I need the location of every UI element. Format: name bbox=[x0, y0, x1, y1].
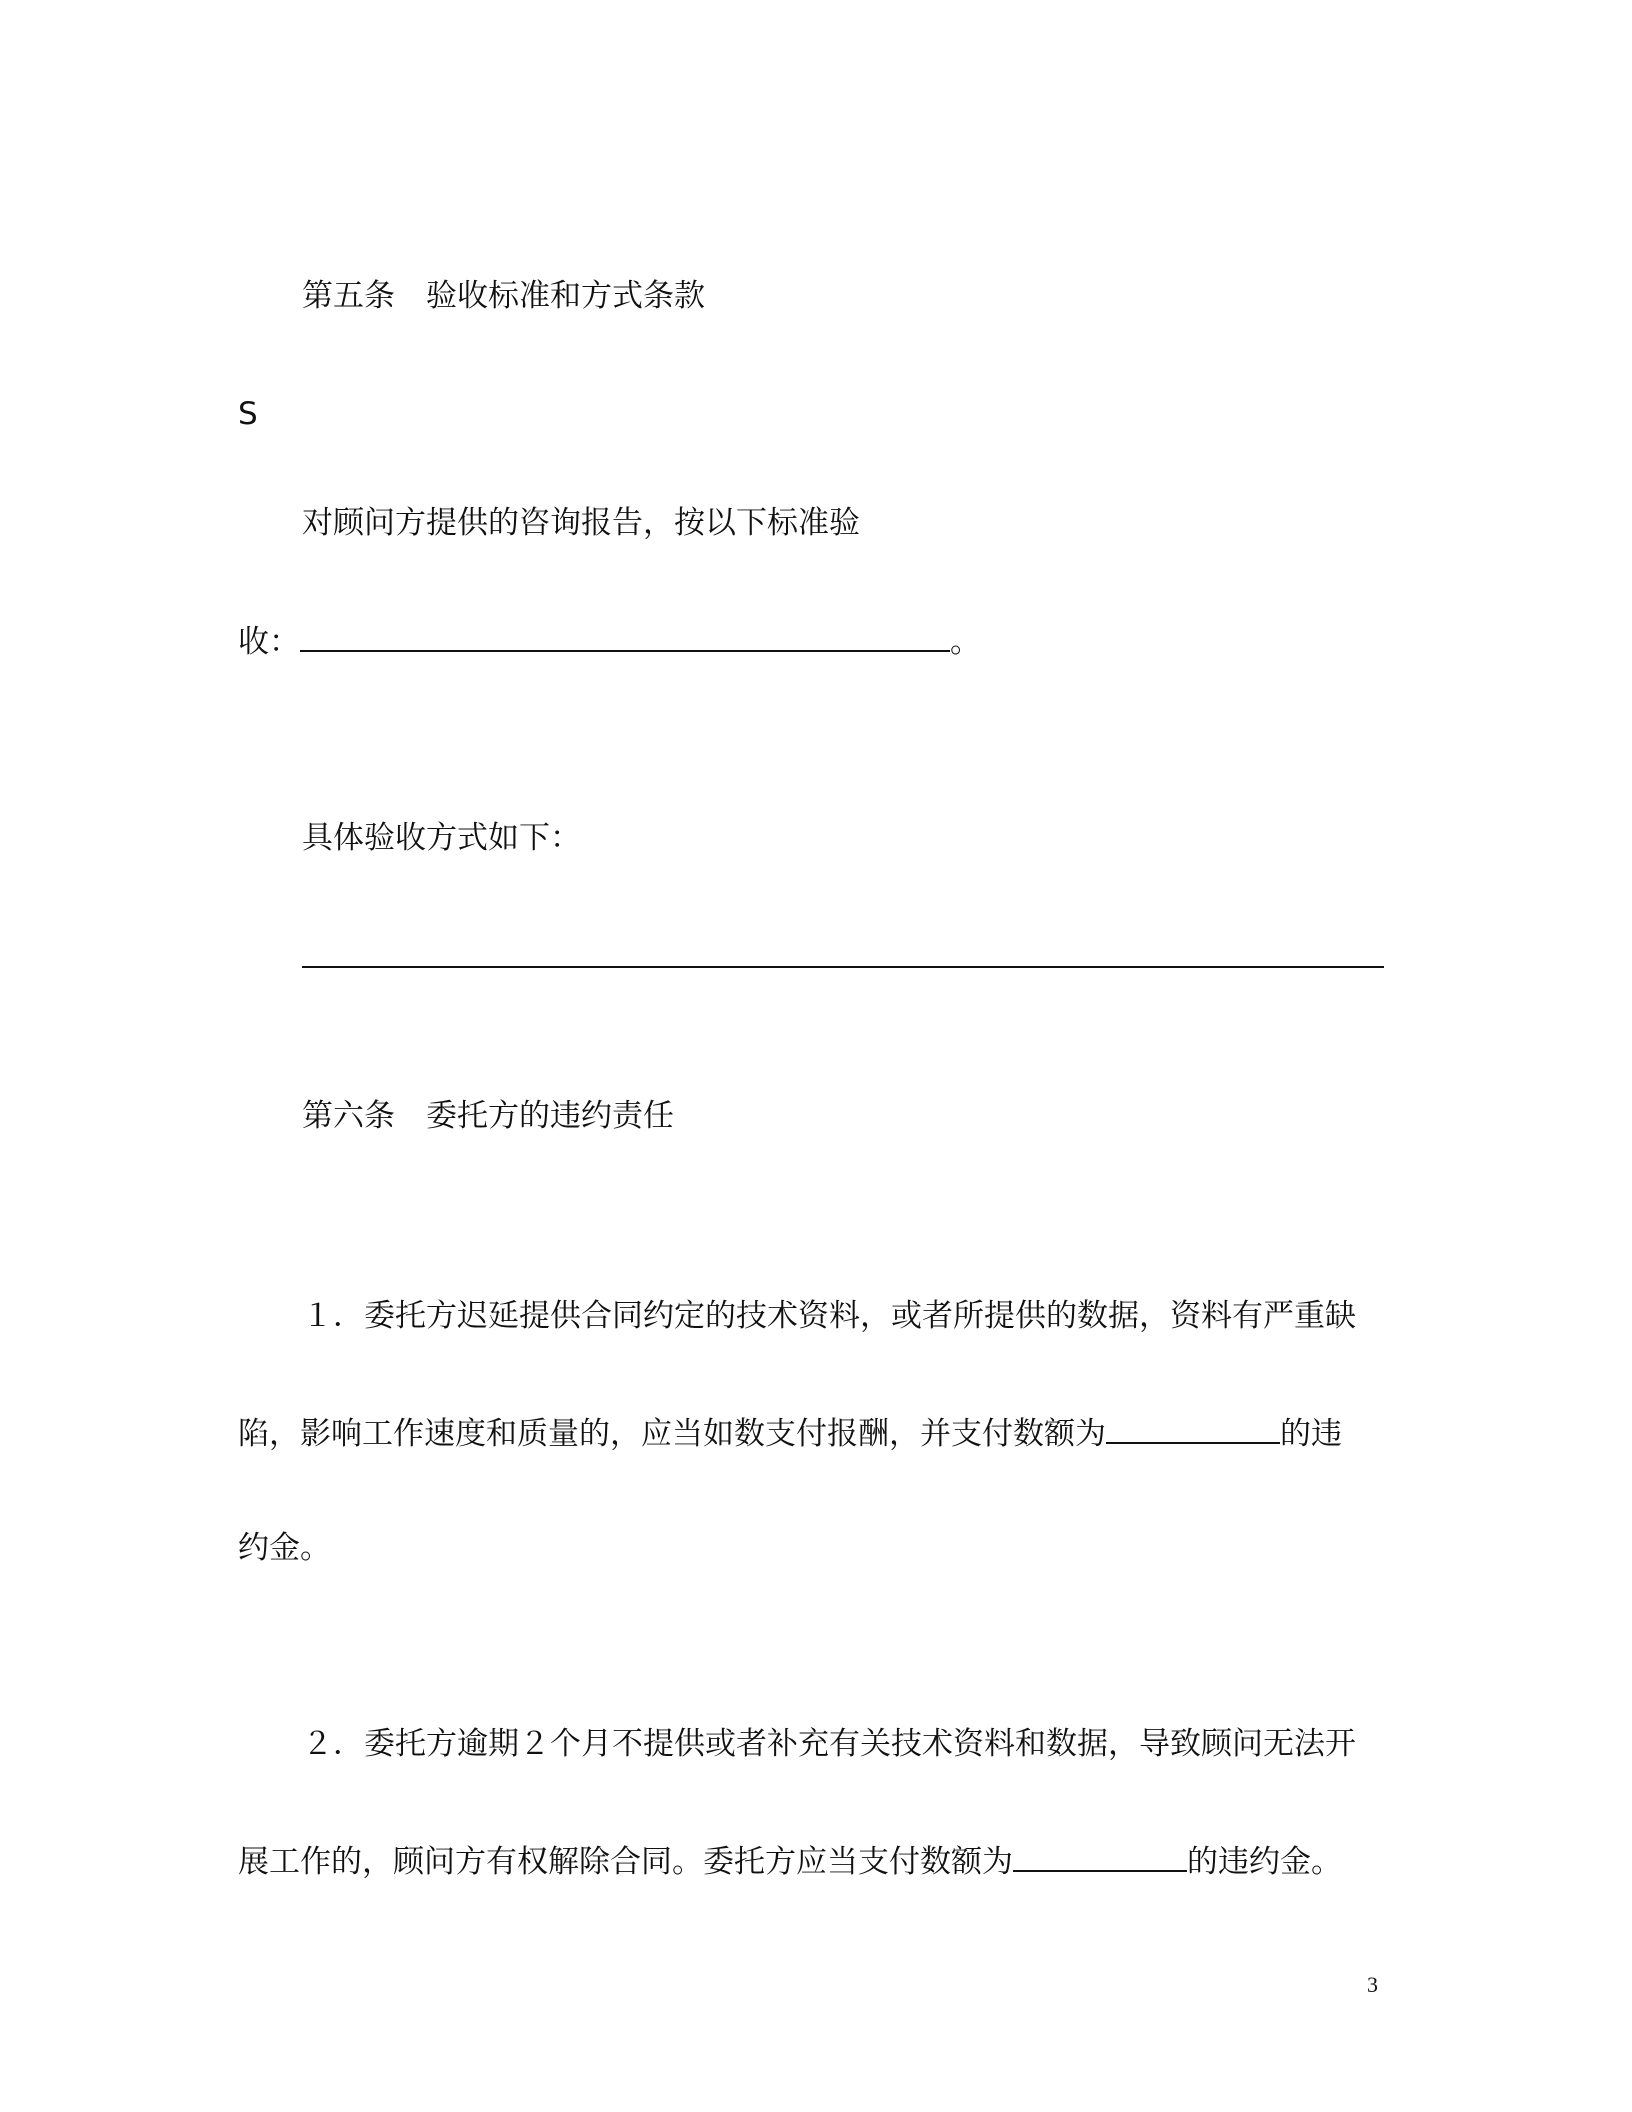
item1-line1: １．委托方迟延提供合同约定的技术资料，或者所提供的数据，资料有严重缺 bbox=[302, 1298, 1356, 1334]
item1-penalty-blank[interactable] bbox=[1106, 1412, 1280, 1444]
acceptance-standard-blank[interactable] bbox=[300, 620, 950, 652]
item1-line2-suffix: 的违 bbox=[1280, 1416, 1342, 1452]
page-number: 3 bbox=[1367, 1972, 1378, 1997]
acceptance-standard-line bbox=[238, 620, 981, 662]
article6-heading: 第六条 委托方的违约责任 bbox=[302, 1098, 674, 1134]
item2-line2-prefix: 展工作的，顾问方有权解除合同。委托方应当支付数额为 bbox=[238, 1844, 1013, 1880]
acceptance-method-blank[interactable] bbox=[302, 966, 1384, 968]
item2-line1: ２．委托方逾期２个月不提供或者补充有关技术资料和数据，导致顾问无法开 bbox=[302, 1726, 1356, 1762]
method-label: 具体验收方式如下： bbox=[302, 820, 581, 856]
acceptance-prefix: 收： bbox=[238, 624, 300, 660]
article5-intro: 对顾问方提供的咨询报告，按以下标准验 bbox=[302, 505, 860, 541]
item1-line2 bbox=[238, 1412, 1342, 1454]
item1-line3: 约金。 bbox=[238, 1530, 331, 1566]
item2-line2-suffix: 的违约金。 bbox=[1187, 1844, 1342, 1880]
item1-line2-prefix: 陷，影响工作速度和质量的，应当如数支付报酬，并支付数额为 bbox=[238, 1416, 1106, 1452]
stray-mark: S bbox=[238, 396, 258, 432]
item2-line2 bbox=[238, 1840, 1342, 1882]
acceptance-suffix: 。 bbox=[950, 624, 981, 660]
item2-penalty-blank[interactable] bbox=[1013, 1840, 1187, 1872]
article5-heading: 第五条 验收标准和方式条款 bbox=[302, 278, 705, 314]
